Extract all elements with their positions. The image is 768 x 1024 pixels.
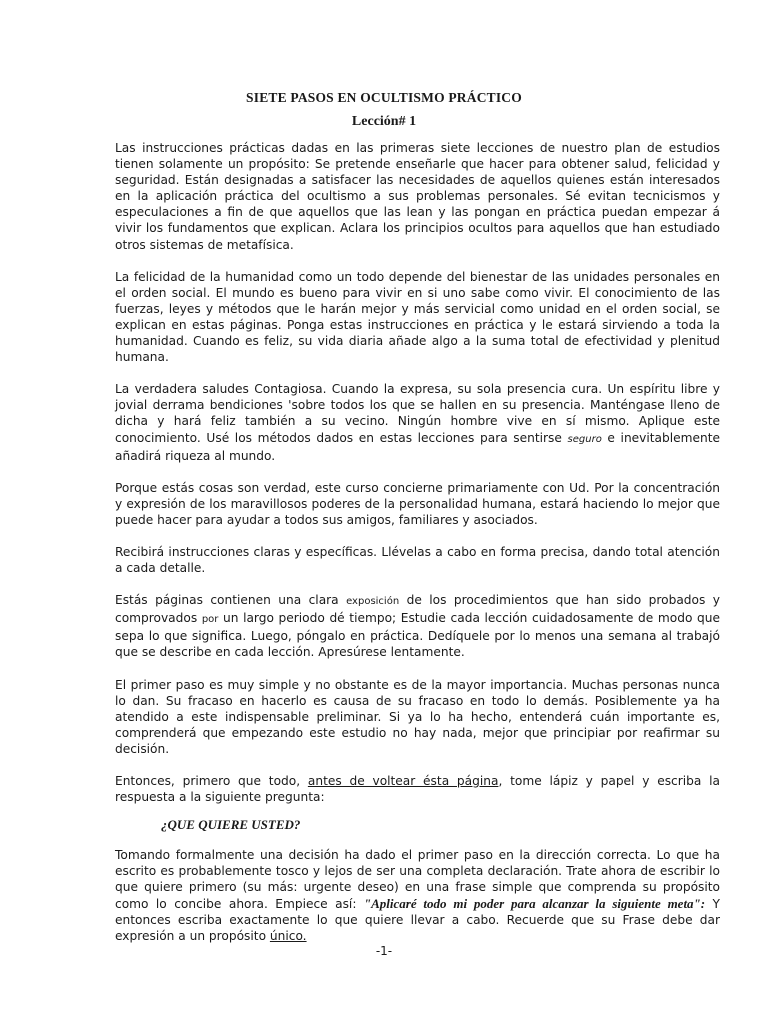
paragraph-5: Recibirá instrucciones claras y específicas. Llévelas a cabo en forma precisa, dando total atención a cada detalle. (115, 544, 720, 576)
paragraph-8-part-a: Entonces, primero que todo, (115, 774, 308, 788)
document-title: SIETE PASOS EN OCULTISMO PRÁCTICO (246, 90, 522, 105)
word-seguro: seguro (567, 433, 602, 445)
paragraph-6-part-c: un largo periodo dé tiempo; Estudie cada lección cuidadosamente de modo que sepa lo que significa. Luego, póngalo en práctica. Dedíquele por lo menos una semana al trabajó que se describe en cada lección. Apresúrese lentamente. (115, 611, 720, 660)
paragraph-2: La felicidad de la humanidad como un todo depende del bienestar de las unidades personales en el orden social. El mundo es bueno para vivir en si uno sabe como vivir. El conocimiento de las fuerzas, leyes y métodos que le harán mejor y más servicial como unidad en el orden social, se explican en estas páginas. Ponga estas instrucciones en práctica y le estará sirviendo a toda la humanidad. Cuando es feliz, su vida diaria añade algo a la suma total de efectividad y plenitud humana. (115, 269, 720, 365)
question-heading: ¿QUE QUIERE USTED? (161, 817, 301, 833)
paragraph-3-part-a: La verdadera saludes Contagiosa. Cuando la expresa, su sola presencia cura. Un espíritu libre y jovial derrama bendiciones 'sobre todos los que se hallen en su presencia. Manténgase lleno de dicha y hará feliz también a su vecino. Ningún hombre vive en sí mismo. Aplique este conocimiento. Usé los métodos dados en estas lecciones para sentirse (115, 382, 720, 445)
paragraph-1: Las instrucciones prácticas dadas en las primeras siete lecciones de nuestro plan de estudios tienen solamente un propósito: Se pretende enseñarle que hacer para obtener salud, felicidad y seguridad. Están designadas a satisfacer las necesidades de aquellos quienes están interesados en la aplicación práctica del ocultismo a sus problemas personales. Sé evitan tecnicismos y especulaciones a fin de que aquellos que las lean y las pongan en práctica puedan empezar á vivir los fundamentos que explican. Aclara los principios ocultos para aquellos que han estudiado otros sistemas de metafísica. (115, 141, 720, 252)
document-body (115, 140, 720, 960)
paragraph-8 (115, 773, 720, 805)
word-unico: único. (269, 928, 307, 943)
quoted-phrase: "Aplicaré todo mi poder para alcanzar la siguiente meta": (363, 895, 706, 911)
paragraph-3 (115, 381, 720, 463)
paragraph-7: El primer paso es muy simple y no obstante es de la mayor importancia. Muchas personas nunca lo dan. Su fracaso en hacerlo es causa de su fracaso en todo lo demás. Posiblemente ya ha atendido a este indispensable preliminar. Si ya lo ha hecho, entenderá cuán importante es, comprenderá que empezando este estudio no hay nada, mejor que principiar por reafirmar su decisión. (115, 677, 720, 756)
word-exposicion: exposición (346, 596, 400, 608)
paragraph-6-part-a: Estás páginas contienen una clara (115, 593, 347, 608)
paragraph-9-part-a: Tomando formalmente una decisión ha dado el primer paso en la dirección correcta. Lo que ha escrito es probablemente tosco y lejos de ser una completa declaración. Trate ahora de escribir lo que quiere primero (su más: urgente deseo) en una frase simple que comprenda su propósito como lo concibe ahora. Empiece así: (115, 848, 720, 911)
lesson-heading: Lección# 1 (351, 114, 417, 129)
page-number: -1- (375, 944, 393, 958)
paragraph-8-part-b: , tome lápiz y papel y escriba la respuesta a la siguiente pregunta: (115, 774, 720, 805)
paragraph-6 (115, 592, 720, 660)
paragraph-9 (115, 847, 720, 944)
paragraph-6-part-b: de los procedimientos que han sido probados y comprovados (115, 593, 720, 626)
paragraph-9-part-b: Y entonces escriba exactamente lo que quiere llevar a cabo. Recuerde que su Frase debe dar expresión a un propósito (115, 896, 720, 943)
word-por: por (201, 614, 219, 626)
underlined-phrase: antes de voltear ésta página (307, 774, 499, 788)
paragraph-3-part-b: e inevitablemente añadirá riqueza al mundo. (115, 430, 720, 463)
paragraph-4: Porque estás cosas son verdad, este curso concierne primariamente con Ud. Por la concentración y expresión de los maravillosos poderes de la personalidad humana, estará haciendo lo mejor que puede hacer para ayudar a todos sus amigos, familiares y asociados. (115, 480, 720, 527)
